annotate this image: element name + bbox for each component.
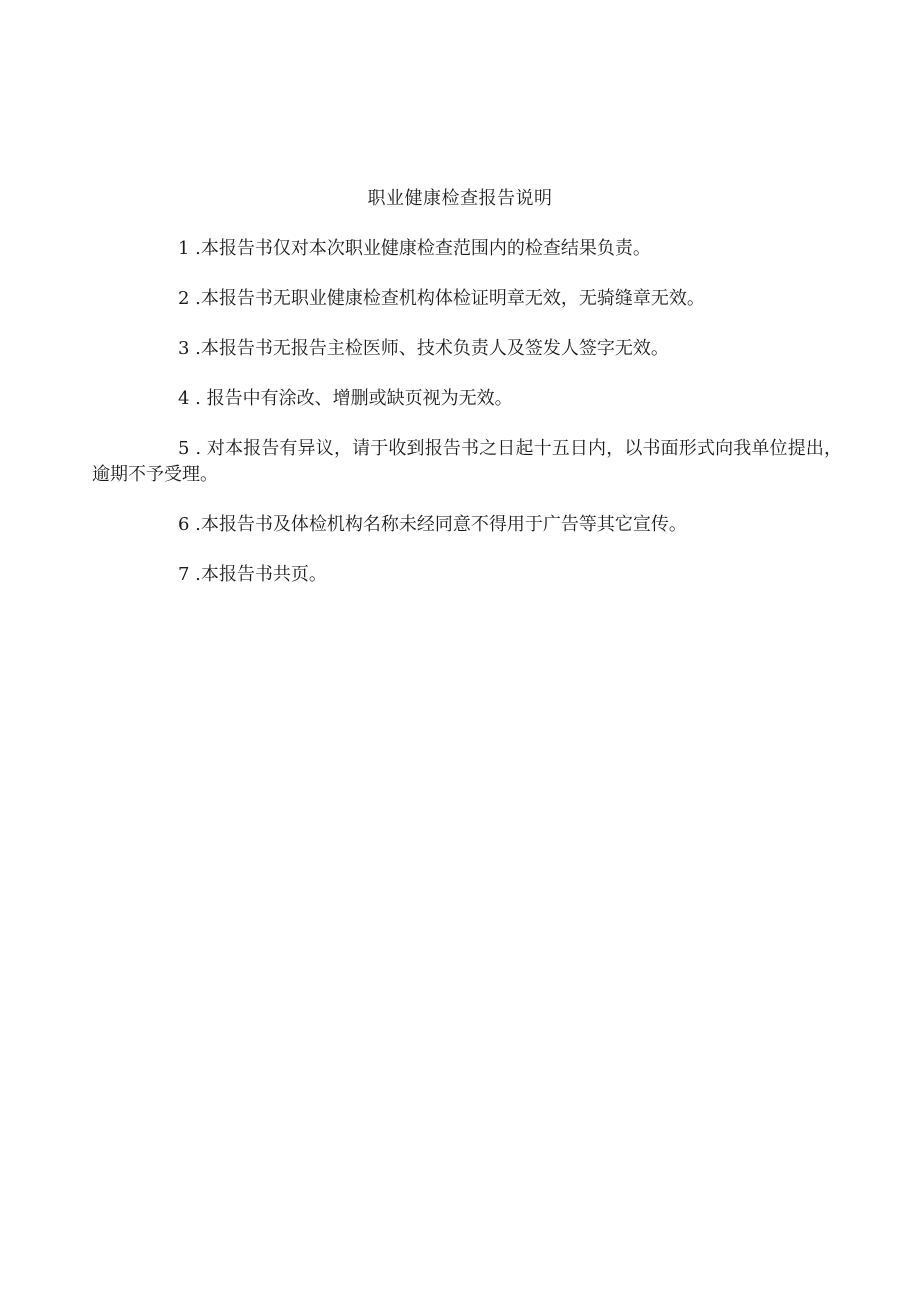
item-number: 5	[178, 438, 190, 459]
item-text: .本报告书及体检机构名称未经同意不得用于广告等其它宣传。	[189, 514, 687, 535]
list-item	[92, 286, 842, 312]
document-title: 职业健康检查报告说明	[367, 188, 553, 209]
list-item	[92, 562, 842, 588]
item-text: .本报告书无职业健康检查机构体检证明章无效，无骑缝章无效。	[189, 288, 705, 309]
instruction-list	[92, 236, 842, 612]
item-text: . 报告中有涂改、增删或缺页视为无效。	[189, 388, 513, 409]
list-item	[92, 236, 842, 262]
item-text: .本报告书共页。	[189, 564, 327, 585]
item-number: 2	[178, 288, 190, 309]
list-item	[92, 386, 842, 412]
item-number: 6	[178, 514, 190, 535]
item-number: 3	[178, 338, 190, 359]
list-item	[92, 436, 842, 488]
item-number: 4	[178, 388, 190, 409]
item-number: 7	[178, 564, 190, 585]
list-item	[92, 512, 842, 538]
item-text: .本报告书仅对本次职业健康检查范围内的检查结果负责。	[189, 238, 651, 259]
item-text: . 对本报告有异议，请于收到报告书之日起十五日内，以书面形式向我单位提出，逾期不予受理。	[92, 438, 842, 485]
list-item	[92, 336, 842, 362]
item-number: 1	[178, 238, 190, 259]
item-text: .本报告书无报告主检医师、技术负责人及签发人签字无效。	[189, 338, 669, 359]
